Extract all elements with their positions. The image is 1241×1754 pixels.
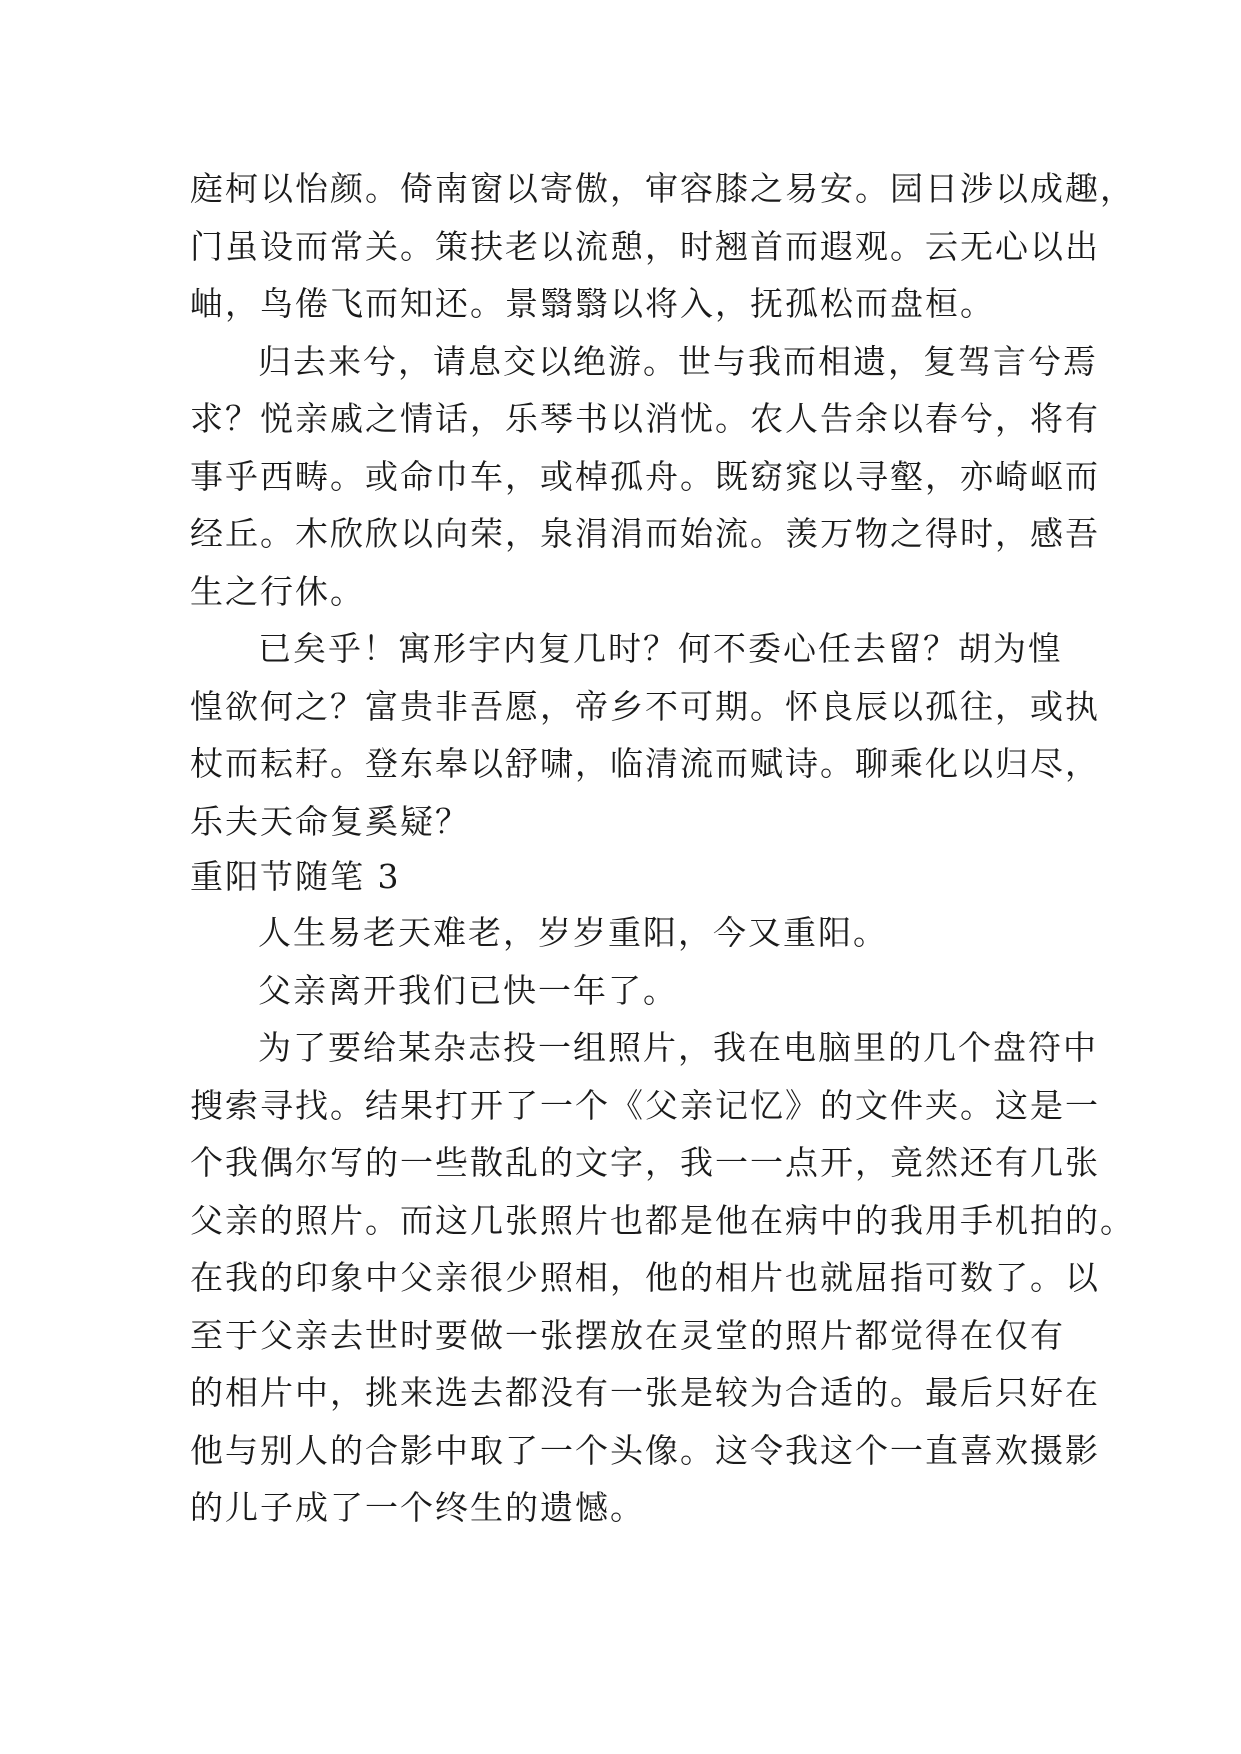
text-line: 乐夫天命复奚疑？: [190, 801, 470, 841]
text-line: 为了要给某杂志投一组照片，我在电脑里的几个盘符中: [258, 1028, 1098, 1067]
text-line: 归去来兮，请息交以绝游。世与我而相遗，复驾言兮焉: [258, 341, 1098, 381]
document-body: [190, 160, 1135, 1537]
text-line: 事乎西畴。或命巾车，或棹孤舟。既窈窕以寻壑，亦崎岖而: [190, 456, 1100, 496]
text-line: 庭柯以怡颜。倚南窗以寄傲，审容膝之易安。园日涉以成趣，: [190, 169, 1135, 208]
paragraph: [190, 962, 1070, 1020]
paragraph: [190, 160, 1135, 333]
paragraph: [190, 904, 1070, 962]
text-line: 父亲离开我们已快一年了。: [258, 970, 678, 1010]
paragraph: [190, 333, 1100, 621]
text-line: 的相片中，挑来选去都没有一张是较为合适的。最后只好在: [190, 1373, 1100, 1412]
text-line: 岫，鸟倦飞而知还。景翳翳以将入，抚孤松而盘桓。: [190, 284, 995, 323]
text-line: 个我偶尔写的一些散乱的文字，我一一点开，竟然还有几张: [190, 1143, 1100, 1182]
text-line: 求？悦亲戚之情话，乐琴书以消忧。农人告余以春兮，将有: [190, 399, 1100, 438]
text-line: 门虽设而常关。策扶老以流憩，时翘首而遐观。云无心以出: [190, 226, 1100, 266]
text-line: 惶欲何之？富贵非吾愿，帝乡不可期。怀良辰以孤往，或执: [190, 686, 1100, 726]
text-line: 搜索寻找。结果打开了一个《父亲记忆》的文件夹。这是一: [190, 1085, 1100, 1125]
text-line: 在我的印象中父亲很少照相，他的相片也就屈指可数了。以: [190, 1258, 1100, 1297]
paragraph: [190, 1019, 1135, 1537]
text-line: 已矣乎！寓形宇内复几时？何不委心任去留？胡为惶: [258, 629, 1063, 668]
text-line: 至于父亲去世时要做一张摆放在灵堂的照片都觉得在仅有: [190, 1315, 1065, 1355]
text-line: 父亲的照片。而这几张照片也都是他在病中的我用手机拍的。: [190, 1200, 1135, 1240]
section-title: 重阳节随笔 3: [190, 857, 401, 896]
text-line: 经丘。木欣欣以向荣，泉涓涓而始流。羡万物之得时，感吾: [190, 514, 1100, 553]
text-line: 人生易老天难老，岁岁重阳，今又重阳。: [258, 913, 888, 952]
text-line: 生之行休。: [190, 571, 365, 611]
text-line: 杖而耘耔。登东皋以舒啸，临清流而赋诗。聊乘化以归尽，: [190, 744, 1100, 783]
text-line: 的儿子成了一个终生的遗憾。: [190, 1488, 645, 1527]
text-line: 他与别人的合影中取了一个头像。这令我这个一直喜欢摄影: [190, 1430, 1100, 1470]
paragraph: [190, 620, 1100, 850]
